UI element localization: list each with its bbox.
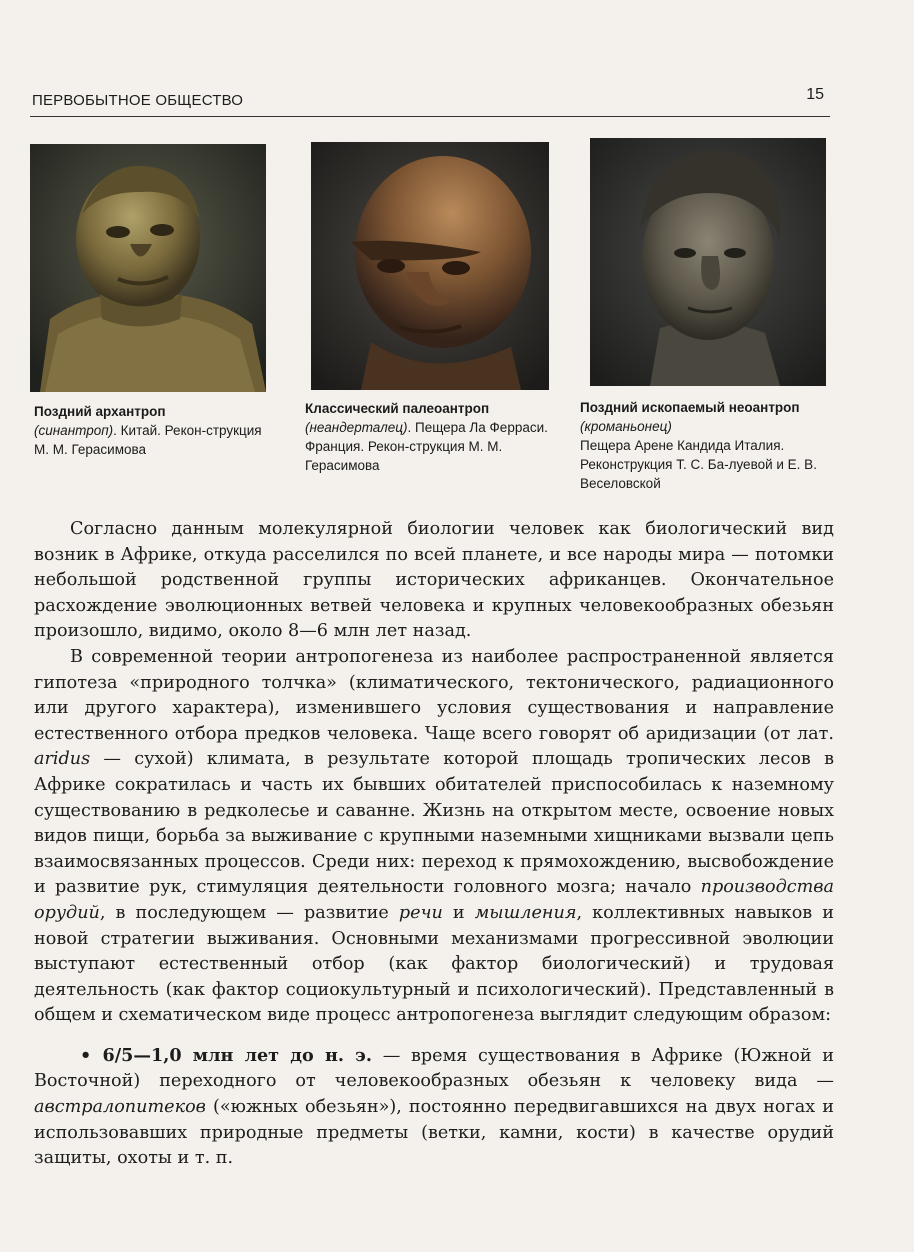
text-run: («южных обезьян»), постоянно передвигавшихся на двух ногах и использовавших природные предметы (ветки, камни, кости) в качестве орудий защиты, охоты и т. п. [34, 1097, 834, 1169]
emphasis-term: австралопитеков [34, 1097, 206, 1118]
caption-title: Поздний ископаемый неоантроп [580, 400, 800, 415]
emphasis-term: производства орудий [34, 877, 834, 923]
paragraph-anthropogenesis [34, 645, 834, 1029]
text-run: — сухой) климата, в результате которой площадь тропических лесов в Африке сократилась и часть их бывших обитателей приспособилась к наземному существованию в редколесье и саванне. Жизнь на открытом месте, освоение новых видов пищи, борьба за выживание с крупными наземными хищниками вызвали цепь взаимосвязанных процессов. Среди них: переход к прямохождению, высвобождение и развитие рук, стимуляция деятельности головного мозга; начало [34, 749, 834, 898]
neoanthrope-photo [590, 138, 826, 386]
caption-italic: (кроманьонец) [580, 419, 672, 434]
caption-italic: (синантроп) [34, 423, 114, 438]
body-text [34, 517, 834, 1172]
caption-text: . Пещера Ла Ферраси. Франция. Рекон-струкция М. М. Герасимова [305, 420, 548, 473]
text-run: — время существования в Африке (Южной и Восточной) переходного от человекообразных обезьян к человеку вида — [34, 1045, 834, 1092]
emphasis-term: речи [398, 902, 443, 923]
figure-caption-neoanthrope [580, 398, 835, 493]
text-run: , в последующем — развитие [99, 902, 399, 923]
running-header [30, 86, 830, 117]
latin-term: aridus [34, 749, 91, 770]
text-run: В современной теории антропогенеза из наиболее распространенной является гипотеза «природного толчка» (климатического, тектонического, радиационного или другого характера), изменившего условия существования и направление естественного отбора предков человека. Чаще всего говорят об аридизации (от лат. [34, 646, 834, 744]
chapter-title: ПЕРВОБЫТНОЕ ОБЩЕСТВО [32, 92, 244, 109]
text-run: , коллективных навыков и новой стратегии выживания. Основными механизмами прогрессивной эволюции выступают естественный отбор (как фактор биологический) и трудовая деятельность (как фактор социокультурный и психологический). Представленный в общем и схематическом виде процесс антропогенеза выглядит следующим образом: [34, 902, 834, 1026]
archanthrope-photo [30, 144, 266, 392]
emphasis-term: мышления [474, 902, 577, 923]
caption-title: Классический палеоантроп [305, 401, 490, 416]
caption-text: . Китай. Рекон-струкция М. М. Герасимова [34, 423, 262, 457]
figure-caption-archanthrope [34, 402, 274, 459]
caption-title: Поздний архантроп [34, 404, 166, 419]
paleoanthrope-photo [311, 142, 549, 390]
caption-text: Пещера Арене Кандида Италия. Реконструкция Т. С. Ба-луевой и Е. В. Веселовской [580, 438, 817, 491]
page-number: 15 [806, 86, 824, 103]
bullet-date: • 6/5—1,0 млн лет до н. э. [80, 1044, 373, 1066]
figure-caption-paleoanthrope [305, 399, 555, 475]
bullet-australopithecus [34, 1043, 834, 1172]
paragraph-origin: Согласно данным молекулярной биологии человек как биологический вид возник в Африке, откуда расселился по всей планете, и все народы мира — потомки небольшой родственной группы исторических африканцев. Окончательное расхождение эволюционных ветвей человека и крупных человекообразных обезьян произошло, видимо, около 8—6 млн лет назад. [34, 519, 834, 642]
text-run: и [442, 902, 475, 923]
caption-italic: (неандерталец) [305, 420, 408, 435]
